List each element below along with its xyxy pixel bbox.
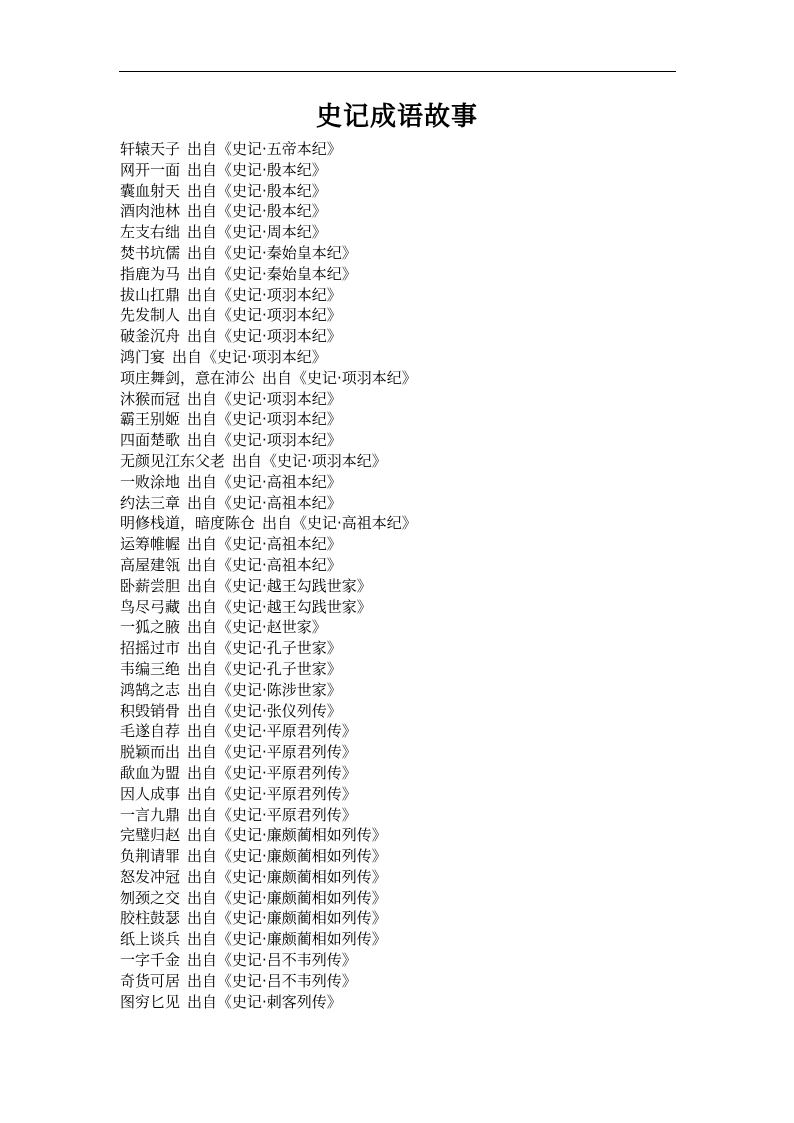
list-item xyxy=(120,222,680,243)
idiom-name: 无颜见江东父老 xyxy=(120,451,226,470)
idiom-source: 出自《史记·项羽本纪》 xyxy=(187,306,342,325)
idiom-source: 出自《史记·吕不韦列传》 xyxy=(187,971,357,990)
idiom-name: 左支右绌 xyxy=(120,223,181,242)
idiom-name: 焚书坑儒 xyxy=(120,243,181,262)
idiom-list xyxy=(120,139,680,1012)
idiom-name: 怒发冲冠 xyxy=(120,867,181,886)
list-item xyxy=(120,347,680,368)
idiom-source: 出自《史记·项羽本纪》 xyxy=(232,451,387,470)
idiom-name: 约法三章 xyxy=(120,493,181,512)
idiom-source: 出自《史记·平原君列传》 xyxy=(187,722,357,741)
idiom-source: 出自《史记·项羽本纪》 xyxy=(187,431,342,450)
idiom-name: 韦编三绝 xyxy=(120,659,181,678)
list-item xyxy=(120,908,680,929)
list-item xyxy=(120,721,680,742)
idiom-source: 出自《史记·秦始皇本纪》 xyxy=(187,264,357,283)
idiom-name: 酒肉池林 xyxy=(120,202,181,221)
idiom-source: 出自《史记·廉颇蔺相如列传》 xyxy=(187,888,387,907)
idiom-source: 出自《史记·高祖本纪》 xyxy=(187,555,342,574)
list-item xyxy=(120,285,680,306)
idiom-source: 出自《史记·廉颇蔺相如列传》 xyxy=(187,847,387,866)
idiom-name: 招摇过市 xyxy=(120,639,181,658)
idiom-source: 出自《史记·项羽本纪》 xyxy=(187,327,342,346)
idiom-source: 出自《史记·越王勾践世家》 xyxy=(187,576,372,595)
idiom-name: 先发制人 xyxy=(120,306,181,325)
list-item xyxy=(120,659,680,680)
list-item xyxy=(120,867,680,888)
idiom-name: 霸王别姬 xyxy=(120,410,181,429)
idiom-source: 出自《史记·项羽本纪》 xyxy=(187,285,342,304)
idiom-source: 出自《史记·项羽本纪》 xyxy=(187,410,342,429)
document-title: 史记成语故事 xyxy=(315,102,478,132)
list-item xyxy=(120,493,680,514)
list-item xyxy=(120,451,680,472)
idiom-name: 四面楚歌 xyxy=(120,431,181,450)
idiom-source: 出自《史记·高祖本纪》 xyxy=(262,514,417,533)
list-item xyxy=(120,201,680,222)
idiom-name: 一字千金 xyxy=(120,951,181,970)
idiom-name: 一败涂地 xyxy=(120,472,181,491)
list-item xyxy=(120,617,680,638)
idiom-source: 出自《史记·廉颇蔺相如列传》 xyxy=(187,930,387,949)
idiom-source: 出自《史记·平原君列传》 xyxy=(187,784,357,803)
idiom-source: 出自《史记·殷本纪》 xyxy=(187,160,327,179)
list-item xyxy=(120,680,680,701)
idiom-name: 图穷匕见 xyxy=(120,992,181,1011)
idiom-name: 沐猴而冠 xyxy=(120,389,181,408)
idiom-name: 网开一面 xyxy=(120,160,181,179)
list-item xyxy=(120,326,680,347)
idiom-source: 出自《史记·高祖本纪》 xyxy=(187,472,342,491)
list-item xyxy=(120,181,680,202)
idiom-source: 出自《史记·孔子世家》 xyxy=(187,659,342,678)
idiom-source: 出自《史记·秦始皇本纪》 xyxy=(187,243,357,262)
idiom-name: 破釜沉舟 xyxy=(120,327,181,346)
idiom-source: 出自《史记·廉颇蔺相如列传》 xyxy=(187,826,387,845)
idiom-source: 出自《史记·平原君列传》 xyxy=(187,743,357,762)
idiom-source: 出自《史记·廉颇蔺相如列传》 xyxy=(187,909,387,928)
list-item xyxy=(120,264,680,285)
header-rule xyxy=(119,71,676,72)
idiom-source: 出自《史记·周本纪》 xyxy=(187,223,327,242)
idiom-source: 出自《史记·殷本纪》 xyxy=(187,202,327,221)
list-item xyxy=(120,139,680,160)
list-item xyxy=(120,368,680,389)
list-item xyxy=(120,555,680,576)
list-item xyxy=(120,971,680,992)
idiom-source: 出自《史记·高祖本纪》 xyxy=(187,493,342,512)
list-item xyxy=(120,160,680,181)
list-item xyxy=(120,846,680,867)
idiom-source: 出自《史记·项羽本纪》 xyxy=(262,368,417,387)
idiom-name: 运筹帷幄 xyxy=(120,535,181,554)
list-item xyxy=(120,888,680,909)
idiom-source: 出自《史记·赵世家》 xyxy=(187,618,327,637)
list-item xyxy=(120,929,680,950)
idiom-name: 鸿鹄之志 xyxy=(120,680,181,699)
list-item xyxy=(120,638,680,659)
idiom-source: 出自《史记·殷本纪》 xyxy=(187,181,327,200)
idiom-name: 纸上谈兵 xyxy=(120,930,181,949)
idiom-name: 歃血为盟 xyxy=(120,763,181,782)
list-item xyxy=(120,825,680,846)
idiom-source: 出自《史记·孔子世家》 xyxy=(187,639,342,658)
idiom-name: 奇货可居 xyxy=(120,971,181,990)
idiom-name: 一狐之腋 xyxy=(120,618,181,637)
idiom-name: 刎颈之交 xyxy=(120,888,181,907)
idiom-source: 出自《史记·廉颇蔺相如列传》 xyxy=(187,867,387,886)
idiom-source: 出自《史记·越王勾践世家》 xyxy=(187,597,372,616)
idiom-source: 出自《史记·张仪列传》 xyxy=(187,701,342,720)
idiom-source: 出自《史记·平原君列传》 xyxy=(187,763,357,782)
idiom-source: 出自《史记·刺客列传》 xyxy=(187,992,342,1011)
idiom-name: 高屋建瓴 xyxy=(120,555,181,574)
idiom-name: 项庄舞剑，意在沛公 xyxy=(120,368,256,387)
list-item xyxy=(120,597,680,618)
list-item xyxy=(120,742,680,763)
idiom-name: 明修栈道，暗度陈仓 xyxy=(120,514,256,533)
list-item xyxy=(120,701,680,722)
idiom-name: 轩辕天子 xyxy=(120,140,181,158)
idiom-name: 卧薪尝胆 xyxy=(120,576,181,595)
list-item xyxy=(120,950,680,971)
idiom-source: 出自《史记·项羽本纪》 xyxy=(172,347,327,366)
idiom-name: 积毁销骨 xyxy=(120,701,181,720)
list-item xyxy=(120,409,680,430)
list-item xyxy=(120,389,680,410)
idiom-source: 出自《史记·项羽本纪》 xyxy=(187,389,342,408)
idiom-name: 鸿门宴 xyxy=(120,347,166,366)
idiom-source: 出自《史记·平原君列传》 xyxy=(187,805,357,824)
idiom-name: 因人成事 xyxy=(120,784,181,803)
idiom-source: 出自《史记·五帝本纪》 xyxy=(187,140,342,158)
list-item xyxy=(120,472,680,493)
idiom-name: 鸟尽弓藏 xyxy=(120,597,181,616)
idiom-name: 拔山扛鼎 xyxy=(120,285,181,304)
idiom-name: 一言九鼎 xyxy=(120,805,181,824)
idiom-name: 指鹿为马 xyxy=(120,264,181,283)
idiom-name: 负荆请罪 xyxy=(120,847,181,866)
idiom-name: 胶柱鼓瑟 xyxy=(120,909,181,928)
list-item xyxy=(120,992,680,1013)
list-item xyxy=(120,534,680,555)
list-item xyxy=(120,513,680,534)
list-item xyxy=(120,305,680,326)
list-item xyxy=(120,243,680,264)
list-item xyxy=(120,576,680,597)
idiom-name: 完璧归赵 xyxy=(120,826,181,845)
list-item xyxy=(120,430,680,451)
list-item xyxy=(120,763,680,784)
list-item xyxy=(120,784,680,805)
list-item xyxy=(120,805,680,826)
idiom-name: 脱颖而出 xyxy=(120,743,181,762)
idiom-source: 出自《史记·陈涉世家》 xyxy=(187,680,342,699)
idiom-source: 出自《史记·高祖本纪》 xyxy=(187,535,342,554)
idiom-source: 出自《史记·吕不韦列传》 xyxy=(187,951,357,970)
idiom-name: 毛遂自荐 xyxy=(120,722,181,741)
idiom-name: 囊血射天 xyxy=(120,181,181,200)
